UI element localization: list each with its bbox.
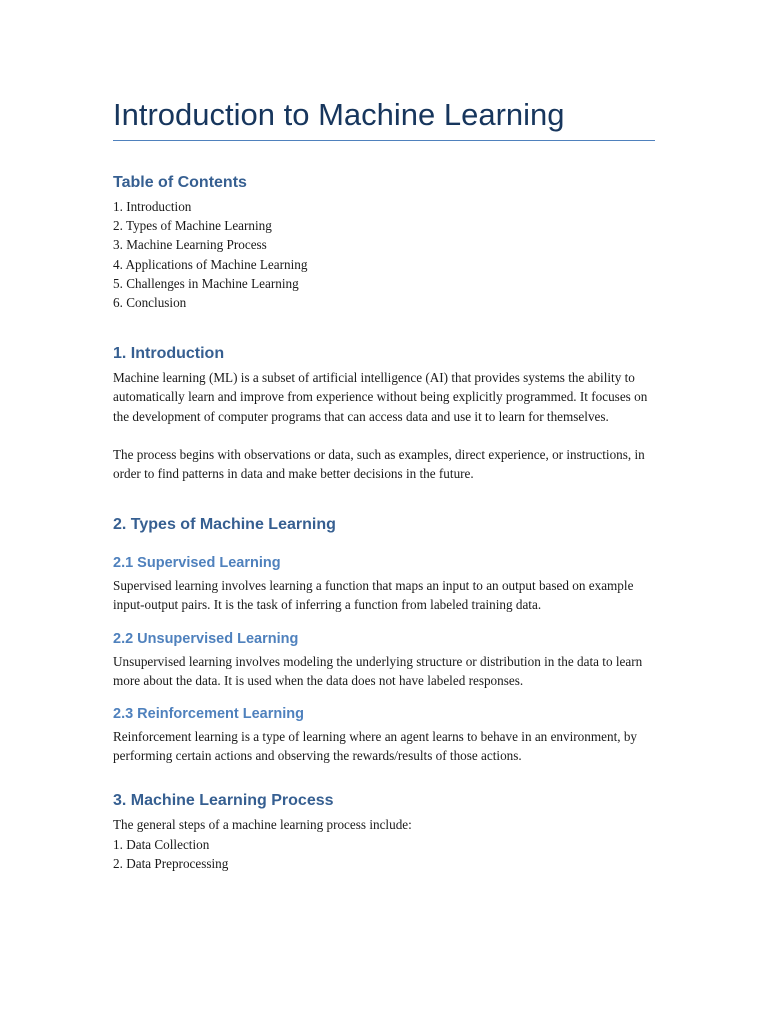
process-steps bbox=[113, 835, 655, 873]
subsection-heading: 2.2 Unsupervised Learning bbox=[113, 630, 299, 647]
section-heading: 2. Types of Machine Learning bbox=[113, 516, 336, 534]
process-step: 1. Data Collection bbox=[113, 836, 210, 852]
subsection-heading: 2.3 Reinforcement Learning bbox=[113, 706, 304, 723]
document-title: Introduction to Machine Learning bbox=[113, 96, 655, 141]
toc-item: 2. Types of Machine Learning bbox=[113, 218, 272, 234]
table-of-contents bbox=[113, 173, 655, 312]
reinforcement-paragraph: Reinforcement learning is a type of learning where an agent learns to behave in an environment, by performing certain actions and observing the rewards/results of those actions. bbox=[113, 729, 638, 764]
intro-paragraph-1: Machine learning (ML) is a subset of artificial intelligence (AI) that provides systems the ability to automatically learn and improve from experience without being explicitly programmed. It focuses on the development of computer programs that can access data and use it to learn for themselves. bbox=[113, 370, 648, 424]
subsection-heading: 2.1 Supervised Learning bbox=[113, 555, 281, 572]
intro-paragraph-2: The process begins with observations or data, such as examples, direct experience, or instructions, in order to find patterns in data and make better decisions in the future. bbox=[113, 446, 645, 482]
section-heading: 3. Machine Learning Process bbox=[113, 792, 334, 810]
section-types bbox=[113, 515, 655, 765]
toc-heading: Table of Contents bbox=[113, 174, 247, 191]
process-intro: The general steps of a machine learning process include: bbox=[113, 817, 412, 833]
process-step: 2. Data Preprocessing bbox=[113, 855, 229, 871]
toc-list bbox=[113, 197, 655, 312]
unsupervised-paragraph: Unsupervised learning involves modeling the underlying structure or distribution in the data to learn more about the data. It is used when the data does not have labeled responses. bbox=[113, 653, 643, 688]
toc-item: 1. Introduction bbox=[113, 199, 192, 214]
supervised-paragraph: Supervised learning involves learning a function that maps an input to an output based on example input-output pairs. It is the task of inferring a function from labeled training data. bbox=[113, 578, 634, 613]
section-process bbox=[113, 791, 655, 873]
toc-item: 3. Machine Learning Process bbox=[113, 237, 267, 253]
toc-item: 5. Challenges in Machine Learning bbox=[113, 275, 299, 291]
section-introduction bbox=[113, 344, 655, 483]
toc-item: 4. Applications of Machine Learning bbox=[113, 256, 308, 272]
toc-item: 6. Conclusion bbox=[113, 295, 187, 311]
section-heading: 1. Introduction bbox=[113, 345, 225, 363]
document-page bbox=[113, 96, 655, 873]
